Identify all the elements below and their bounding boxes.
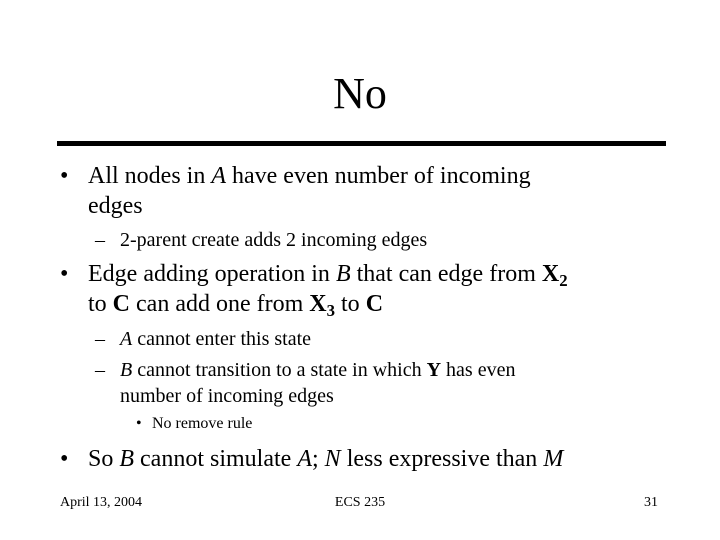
bullet-marker: • <box>60 261 69 287</box>
bullet-marker: • <box>136 415 142 432</box>
bullet-3-text: So B cannot simulate A; N less expressive than M <box>88 446 564 472</box>
sub-bullet-2-text: A cannot enter this state <box>120 328 312 350</box>
title-divider <box>57 141 666 146</box>
sub-bullet-1-text: 2-parent create adds 2 incoming edges <box>120 229 428 251</box>
dash-marker: – <box>95 359 105 381</box>
bullet-2-line-1: Edge adding operation in B that can edge from $X_2$ <box>88 261 568 291</box>
sub-bullet-3-line-2: number of incoming edges <box>120 385 334 407</box>
bullet-1-line-2: edges <box>88 193 143 219</box>
bullet-3 <box>60 444 708 474</box>
sub-bullet-3-line-1: B cannot transition to a state in which Y has even <box>120 359 516 381</box>
dash-marker: – <box>95 229 105 251</box>
sub-bullet-1 <box>95 227 700 253</box>
bullet-2 <box>60 259 708 321</box>
term-a: A <box>211 163 226 189</box>
bullet-marker: • <box>60 446 69 472</box>
bullet-1-line-1: All nodes in A have even number of incoming <box>88 163 531 189</box>
sub-bullet-2 <box>95 326 700 352</box>
sub-sub-bullet-1 <box>136 414 652 434</box>
bullet-1 <box>60 161 708 221</box>
footer-page-number: 31 <box>644 495 658 510</box>
dash-marker: – <box>95 328 105 350</box>
bullet-2-line-2: to C can add one from $X_3$ to C <box>88 291 384 321</box>
sub-bullet-3 <box>95 357 700 409</box>
footer-course: ECS 235 <box>334 495 386 510</box>
footer-date: April 13, 2004 <box>60 495 143 510</box>
bullet-marker: • <box>60 163 69 189</box>
sub-sub-bullet-1-text: No remove rule <box>152 415 253 432</box>
slide-title: No <box>333 69 387 118</box>
